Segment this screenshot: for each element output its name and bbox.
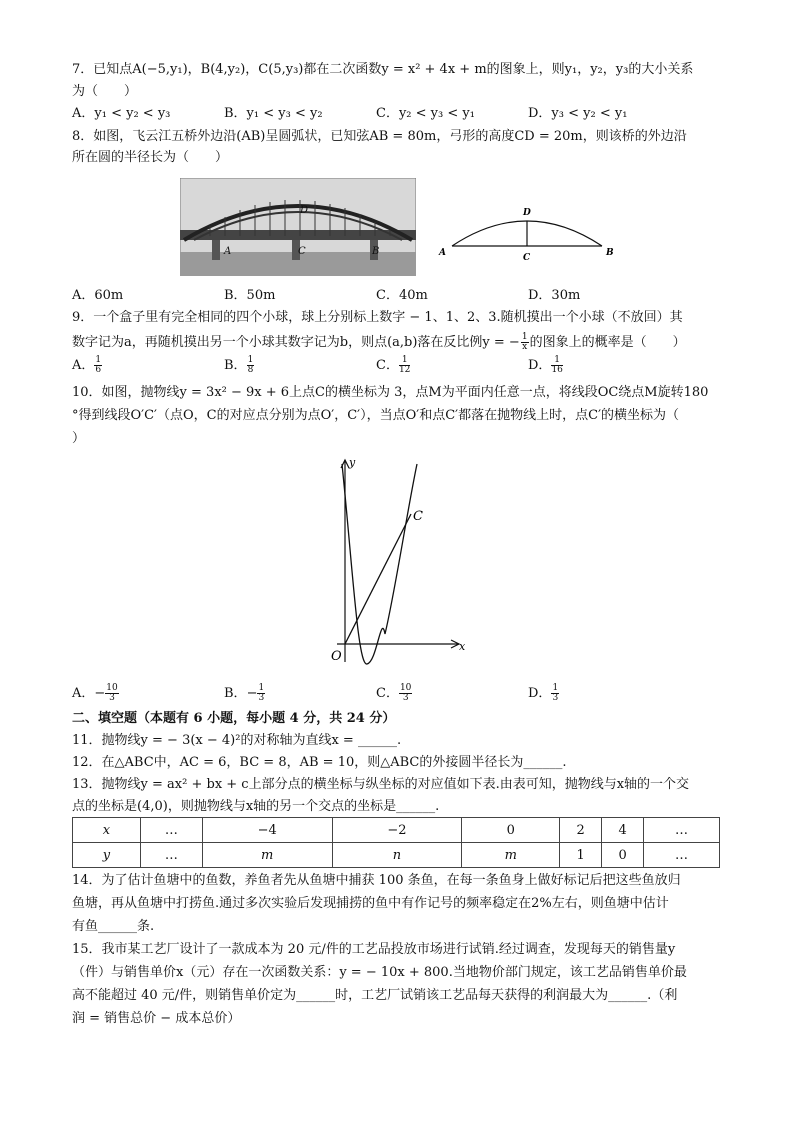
q9-option-c-label: C． <box>376 358 399 373</box>
parabola-curve <box>342 464 417 664</box>
q9-stem-line2-start: 数字记为a，再随机摸出另一个小球其数字记为b，则点(a,b)落在反比例y = − <box>72 335 520 350</box>
photo-label-a: A <box>224 246 232 257</box>
q10-option-c-fraction <box>399 684 412 703</box>
q15-stem-line2: （件）与销售单价x（元）存在一次函数关系：y = − 10x + 800.当地物价部门规定，该工艺品销售单价最 <box>72 965 687 980</box>
q9-option-a <box>72 356 102 375</box>
q10-option-a-den: 3 <box>109 693 115 703</box>
table-row-y <box>73 843 720 868</box>
graph-label-y: y <box>349 456 356 469</box>
q9-fraction <box>521 333 529 352</box>
q9-option-b <box>224 356 254 375</box>
table-cell: … <box>140 818 202 843</box>
q10-option-d <box>528 684 559 703</box>
q10-option-b <box>224 684 265 703</box>
q10-option-d-fraction <box>551 684 559 703</box>
table-cell: 2 <box>560 818 602 843</box>
q10-option-d-num: 1 <box>552 683 559 693</box>
q10-option-b-num: 1 <box>258 683 265 693</box>
q14-stem-line2: 鱼塘，再从鱼塘中打捞鱼.通过多次实验后发现捕捞的鱼中有作记号的频率稳定在2%左右，则鱼塘中估计 <box>72 896 669 911</box>
q9-option-a-den: 6 <box>95 365 102 375</box>
q10-option-a-sign: − <box>94 686 106 701</box>
table-cell: 4 <box>602 818 644 843</box>
q9-option-c-den: 12 <box>398 365 411 375</box>
graph-label-x: x <box>459 640 466 653</box>
q7-option-a: A．y₁ < y₂ < y₃ <box>72 106 171 121</box>
q7-stem-line1: 7．已知点A(−5,y₁)，B(4,y₂)，C(5,y₃)都在二次函数y = x² + 4x + m的图象上，则y₁，y₂，y₃的大小关系 <box>72 62 694 77</box>
q11-text: 11．抛物线y = − 3(x − 4)²的对称轴为直线x = ______. <box>72 733 402 748</box>
q10-option-b-sign: − <box>246 686 258 701</box>
section2-heading: 二、填空题（本题有 6 小题，每小题 4 分，共 24 分） <box>72 711 396 726</box>
q10-option-a-fraction <box>105 684 118 703</box>
q7-stem-line2: 为（ ） <box>72 84 138 99</box>
q10-option-a-label: A． <box>72 686 95 701</box>
table-cell: m <box>462 843 560 868</box>
q8-option-a: A．60m <box>72 288 124 303</box>
arc-label-a: A <box>439 248 446 258</box>
q9-option-d-num: 1 <box>551 356 562 366</box>
table-cell: −4 <box>202 818 332 843</box>
q10-option-d-label: D． <box>528 686 552 701</box>
table-cell: 0 <box>602 843 644 868</box>
q9-option-b-num: 1 <box>247 355 254 365</box>
arc-diagram <box>436 200 626 270</box>
q10-option-b-fraction <box>257 684 265 703</box>
q9-option-b-label: B． <box>224 358 247 373</box>
table-cell: n <box>332 843 462 868</box>
q15-stem-line3: 高不能超过 40 元/件，则销售单价定为______时，工艺厂试销该工艺品每天获得的利润最大为______.（利 <box>72 988 678 1003</box>
q9-stem-line2-end: 的图象上的概率是（ ） <box>529 335 686 350</box>
q12-text: 12．在△ABC中，AC = 6，BC = 8，AB = 10，则△ABC的外接圆半径长为______. <box>72 755 567 770</box>
q14-stem-line1: 14．为了估计鱼塘中的鱼数，养鱼者先从鱼塘中捕获 100 条鱼，在每一条鱼身上做好标记后把这些鱼放归 <box>72 873 681 888</box>
q9-option-a-num: 1 <box>95 355 102 365</box>
q10-option-c-label: C． <box>376 686 399 701</box>
q8-option-d: D．30m <box>528 288 581 303</box>
q9-stem-line1: 9．一个盒子里有完全相同的四个小球，球上分别标上数字 − 1、1、2、3.随机摸出一个小球（不放回）其 <box>72 310 683 325</box>
parabola-graph <box>325 452 475 672</box>
arc-label-d: D <box>523 208 531 218</box>
q9-fraction-den: x <box>522 342 528 352</box>
q10-stem-line1: 10．如图，抛物线y = 3x² − 9x + 6上点C的横坐标为 3，点M为平面内任意一点，将线段OC绕点M旋转180 <box>72 385 709 400</box>
q8-stem-line1: 8．如图，飞云江五桥外边沿(AB)呈圆弧状，已知弦AB = 80m，弓形的高度CD = 20m，则该桥的外边沿 <box>72 129 687 144</box>
q10-option-d-den: 3 <box>552 693 559 703</box>
table-cell: 1 <box>560 843 602 868</box>
q7-option-d: D．y₃ < y₂ < y₁ <box>528 106 628 121</box>
table-cell: x <box>73 818 141 843</box>
q9-option-c-num: 1 <box>399 356 410 366</box>
q9-option-c <box>376 356 410 375</box>
photo-deck <box>180 230 416 240</box>
arc-label-c: C <box>523 253 531 263</box>
segment-oc <box>345 514 411 644</box>
photo-label-c: C <box>298 246 306 257</box>
q9-option-d-den: 16 <box>551 365 563 375</box>
q9-option-a-label: A． <box>72 358 95 373</box>
q10-stem-line2: °得到线段O′C′（点O，C的对应点分别为点O′，C′），当点O′和点C′都落在抛物线上时，点C′的横坐标为（ <box>72 408 680 423</box>
q9-option-b-fraction <box>247 356 255 375</box>
q9-option-c-fraction <box>399 356 410 375</box>
table-cell: 0 <box>462 818 560 843</box>
q8-stem-line2: 所在圆的半径长为（ ） <box>72 150 229 165</box>
q9-option-a-fraction <box>94 356 102 375</box>
q14-stem-line3: 有鱼______条. <box>72 919 155 934</box>
graph-label-c: C <box>413 509 423 524</box>
q8-option-c: C．40m <box>376 288 428 303</box>
q7-option-c: C．y₂ < y₃ < y₁ <box>376 106 475 121</box>
q10-option-c <box>376 684 412 703</box>
q10-stem-line3: ） <box>72 431 86 446</box>
q10-option-b-label: B． <box>224 686 247 701</box>
q13-stem-line2: 点的坐标是(4,0)，则抛物线与x轴的另一个交点的坐标是______. <box>72 799 440 814</box>
table-cell: … <box>644 843 720 868</box>
table-cell: y <box>73 843 141 868</box>
q10-option-c-num: 10 <box>399 683 412 693</box>
graph-label-o: O <box>331 649 342 664</box>
photo-label-d: D <box>300 205 309 216</box>
q9-stem-line2 <box>72 333 686 352</box>
q15-stem-line4: 润 = 销售总价 − 成本总价） <box>72 1011 241 1026</box>
q10-option-c-den: 3 <box>402 693 409 703</box>
q9-option-b-den: 8 <box>247 365 254 375</box>
q10-option-b-den: 3 <box>258 693 265 703</box>
arc-label-b: B <box>606 248 614 258</box>
q8-option-b: B．50m <box>224 288 276 303</box>
table-cell: … <box>140 843 202 868</box>
q10-option-a-num: 10 <box>106 683 118 693</box>
bridge-photo <box>180 178 416 276</box>
photo-label-b: B <box>372 246 380 257</box>
q9-option-d <box>528 356 563 375</box>
bridge-photo-drawing <box>180 178 416 276</box>
q13-value-table <box>72 817 720 868</box>
q9-option-d-label: D． <box>528 358 552 373</box>
table-cell: −2 <box>332 818 462 843</box>
table-cell: … <box>644 818 720 843</box>
q15-stem-line1: 15．我市某工艺厂设计了一款成本为 20 元/件的工艺品投放市场进行试销.经过调查，发现每天的销售量y <box>72 942 676 957</box>
q9-option-d-fraction <box>551 356 562 375</box>
q10-option-a <box>72 684 119 703</box>
q13-stem-line1: 13．抛物线y = ax² + bx + c上部分点的横坐标与纵坐标的对应值如下表.由表可知，抛物线与x轴的一个交 <box>72 777 690 792</box>
q7-option-b: B．y₁ < y₃ < y₂ <box>224 106 323 121</box>
q9-fraction-num: 1 <box>521 332 528 342</box>
table-row-x <box>73 818 720 843</box>
table-cell: m <box>202 843 332 868</box>
